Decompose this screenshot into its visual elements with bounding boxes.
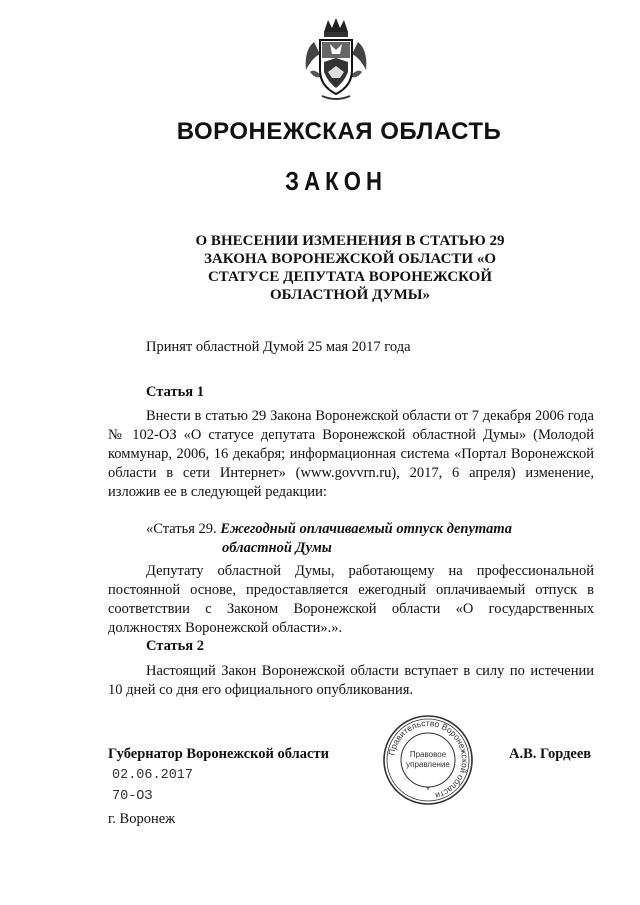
article-1-heading: Статья 1 <box>146 384 204 400</box>
governor-name: А.В. Гордеев <box>509 746 592 762</box>
signing-city: г. Воронеж <box>108 811 176 827</box>
coat-of-arms-emblem <box>300 14 372 104</box>
stamp-star-icon: * <box>426 785 430 795</box>
article-2-heading: Статья 2 <box>146 638 204 654</box>
title-line-2: ЗАКОНА ВОРОНЕЖСКОЙ ОБЛАСТИ «О <box>203 251 497 267</box>
article-29-title-line-2: областной Думы <box>222 540 332 556</box>
stamp-center-line-2: управление <box>406 760 450 769</box>
article-2-text: Настоящий Закон Воронежской области вступает в силу по истечении 10 дней со дня его официального опубликования. <box>108 663 594 698</box>
law-title <box>170 232 530 304</box>
article-29-title-line-1: Ежегодный оплачиваемый отпуск депутата <box>220 521 512 537</box>
stamp-center-line-1: Правовое <box>409 750 447 759</box>
region-name: ВОРОНЕЖСКАЯ ОБЛАСТЬ <box>176 118 502 145</box>
official-stamp <box>382 714 474 806</box>
title-line-3: СТАТУСЕ ДЕПУТАТА ВОРОНЕЖСКОЙ <box>207 269 493 285</box>
law-number: 70-ОЗ <box>112 789 153 804</box>
article-29-heading <box>146 520 596 558</box>
stamp-ring-text: Правительство Воронежской области <box>386 717 471 802</box>
governor-position: Губернатор Воронежской области <box>108 746 329 762</box>
title-line-4: ОБЛАСТНОЙ ДУМЫ» <box>270 287 430 303</box>
signing-date: 02.06.2017 <box>112 768 194 783</box>
adoption-date: Принят областной Думой 25 мая 2017 года <box>146 339 411 355</box>
document-type: ЗАКОН <box>285 166 388 196</box>
article-29-text: Депутату областной Думы, работающему на профессиональной постоянной основе, предоставляется ежегодный оплачиваемый отпуск в соответствии с Законом Воронежской области «О государственных должностях Воронежской области».». <box>108 563 594 636</box>
article-1-text: Внести в статью 29 Закона Воронежской области от 7 декабря 2006 года № 102-ОЗ «О статусе депутата Воронежской областной Думы» (Молодой коммунар, 2006, 16 декабря; информационная система «Портал Воронежской области в сети Интернет» (www.govvrn.ru), 2017, 6 апреля) изменение, изложив ее в следующей редакции: <box>108 408 594 500</box>
title-line-1: О ВНЕСЕНИИ ИЗМЕНЕНИЯ В СТАТЬЮ 29 <box>195 233 505 249</box>
article-29-prefix: «Статья 29. <box>146 521 217 537</box>
